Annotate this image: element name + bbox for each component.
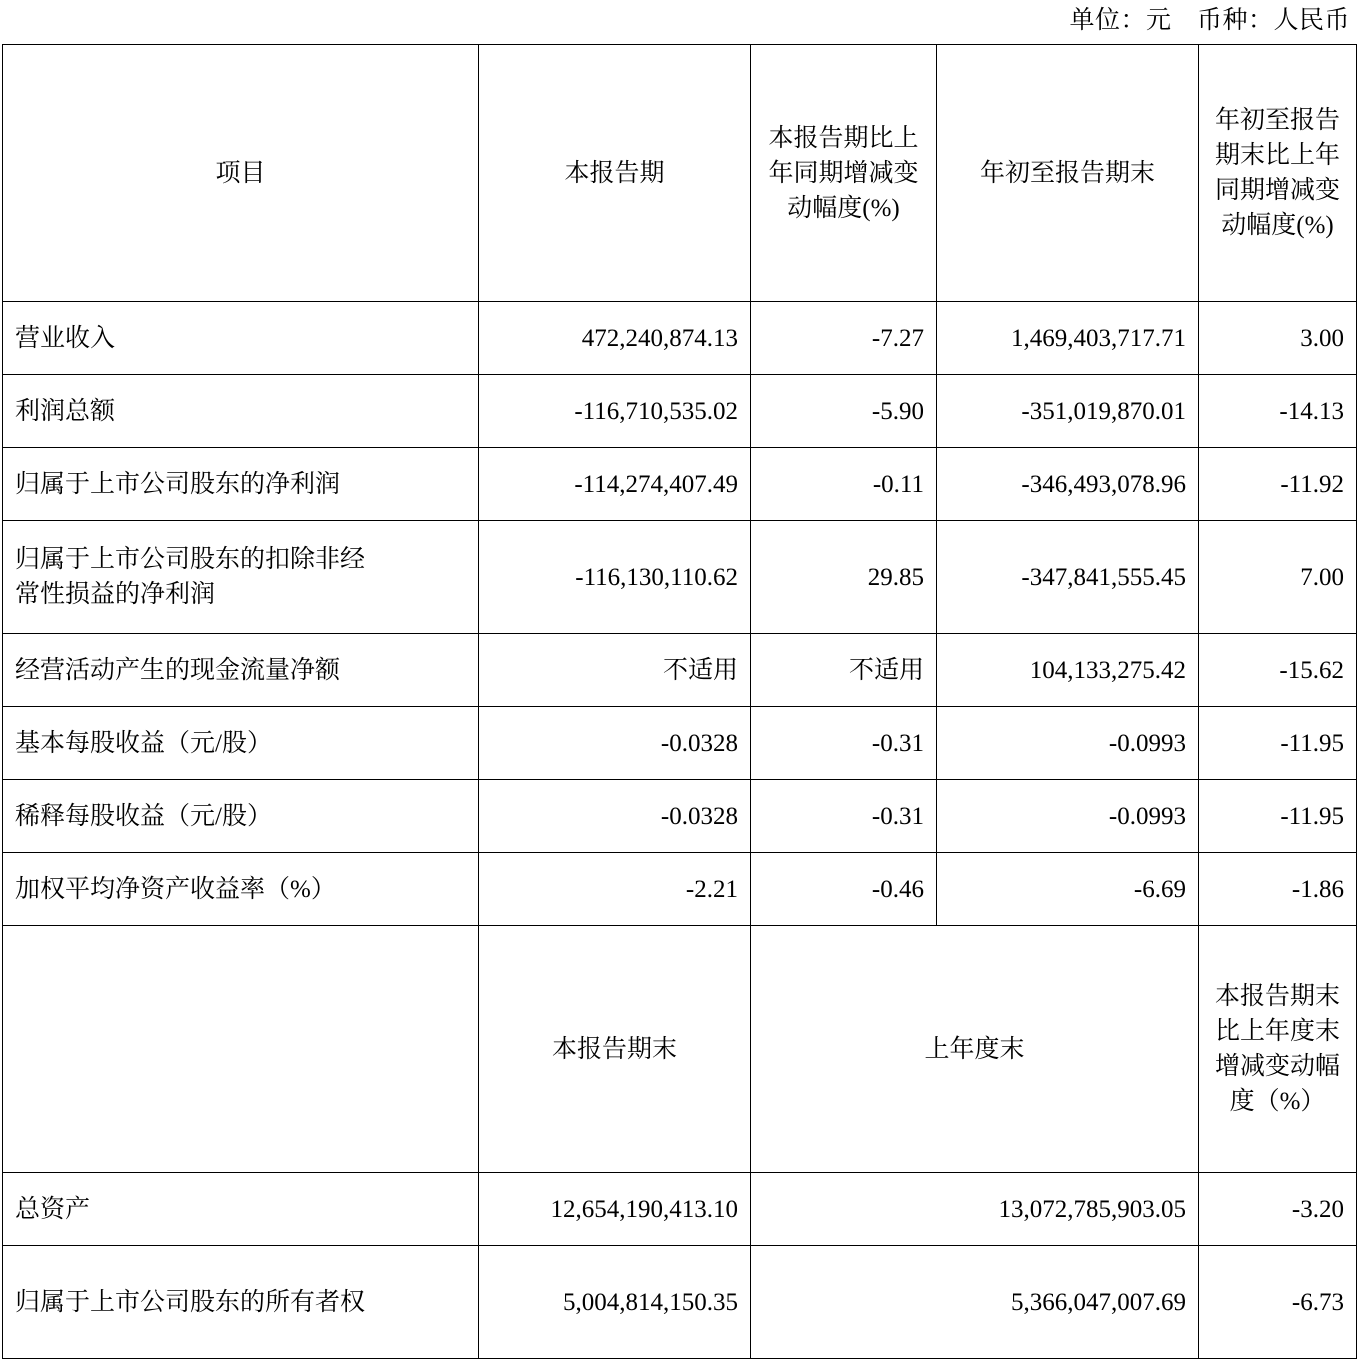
row-ytd-change: -15.62 — [1199, 634, 1357, 707]
row-label-line2: 常性损益的净利润 — [15, 581, 216, 608]
row-ytd: 104,133,275.42 — [937, 634, 1199, 707]
quarterly-financial-table — [2, 44, 1357, 1359]
row-label-line1: 归属于上市公司股东的扣除非经 — [15, 546, 366, 573]
table-row — [3, 1173, 1357, 1246]
row-period-end: 5,004,814,150.35 — [479, 1246, 751, 1359]
header-current-period: 本报告期 — [479, 45, 751, 302]
row-ytd: -346,493,078.96 — [937, 448, 1199, 521]
header-period-end: 本报告期末 — [479, 926, 751, 1173]
row-current-period: -116,130,110.62 — [479, 521, 751, 634]
row-current-period: 不适用 — [479, 634, 751, 707]
row-label: 经营活动产生的现金流量净额 — [3, 634, 479, 707]
row-current-period: -0.0328 — [479, 707, 751, 780]
row-ytd-change: -11.92 — [1199, 448, 1357, 521]
header-ytd: 年初至报告期末 — [937, 45, 1199, 302]
row-label: 加权平均净资产收益率（%） — [3, 853, 479, 926]
table-row — [3, 634, 1357, 707]
header-item: 项目 — [3, 45, 479, 302]
row-ytd-change: -11.95 — [1199, 707, 1357, 780]
header-ytd-change: 年初至报告期末比上年同期增减变动幅度(%) — [1199, 45, 1357, 302]
balance-header-row — [3, 926, 1357, 1173]
header-balance-change: 本报告期末比上年度末增减变动幅度（%） — [1199, 926, 1357, 1173]
row-change: -6.73 — [1199, 1246, 1357, 1359]
table-row — [3, 302, 1357, 375]
row-period-end: 12,654,190,413.10 — [479, 1173, 751, 1246]
row-ytd-change: -1.86 — [1199, 853, 1357, 926]
row-ytd: -0.0993 — [937, 780, 1199, 853]
row-last-year-end: 13,072,785,903.05 — [751, 1173, 1199, 1246]
row-current-period: -0.0328 — [479, 780, 751, 853]
row-current-change: 29.85 — [751, 521, 937, 634]
row-current-change: -0.11 — [751, 448, 937, 521]
row-current-period: -116,710,535.02 — [479, 375, 751, 448]
row-ytd: -6.69 — [937, 853, 1199, 926]
row-ytd-change: -14.13 — [1199, 375, 1357, 448]
header-last-year-end: 上年度末 — [751, 926, 1199, 1173]
row-label: 总资产 — [3, 1173, 479, 1246]
row-label — [3, 521, 479, 634]
table-row — [3, 1246, 1357, 1359]
header-balance-item — [3, 926, 479, 1173]
table-row — [3, 853, 1357, 926]
row-ytd-change: -11.95 — [1199, 780, 1357, 853]
table-row — [3, 521, 1357, 634]
row-label: 基本每股收益（元/股） — [3, 707, 479, 780]
row-current-change: -7.27 — [751, 302, 937, 375]
row-last-year-end: 5,366,047,007.69 — [751, 1246, 1199, 1359]
row-change: -3.20 — [1199, 1173, 1357, 1246]
header-current-change: 本报告期比上年同期增减变动幅度(%) — [751, 45, 937, 302]
row-ytd-change: 3.00 — [1199, 302, 1357, 375]
row-current-period: -2.21 — [479, 853, 751, 926]
table-header-row — [3, 45, 1357, 302]
table-row — [3, 448, 1357, 521]
table-row — [3, 707, 1357, 780]
row-ytd: -347,841,555.45 — [937, 521, 1199, 634]
row-label: 稀释每股收益（元/股） — [3, 780, 479, 853]
row-ytd: -0.0993 — [937, 707, 1199, 780]
row-label: 营业收入 — [3, 302, 479, 375]
row-ytd: -351,019,870.01 — [937, 375, 1199, 448]
row-current-change: -5.90 — [751, 375, 937, 448]
row-current-change: -0.31 — [751, 707, 937, 780]
row-label: 利润总额 — [3, 375, 479, 448]
row-label: 归属于上市公司股东的净利润 — [3, 448, 479, 521]
row-current-change: 不适用 — [751, 634, 937, 707]
row-current-change: -0.46 — [751, 853, 937, 926]
row-ytd-change: 7.00 — [1199, 521, 1357, 634]
row-current-period: -114,274,407.49 — [479, 448, 751, 521]
row-current-change: -0.31 — [751, 780, 937, 853]
row-label: 归属于上市公司股东的所有者权 — [3, 1246, 479, 1359]
unit-currency-note: 单位：元 币种：人民币 — [1069, 7, 1350, 34]
table-row — [3, 375, 1357, 448]
row-current-period: 472,240,874.13 — [479, 302, 751, 375]
table-row — [3, 780, 1357, 853]
row-ytd: 1,469,403,717.71 — [937, 302, 1199, 375]
